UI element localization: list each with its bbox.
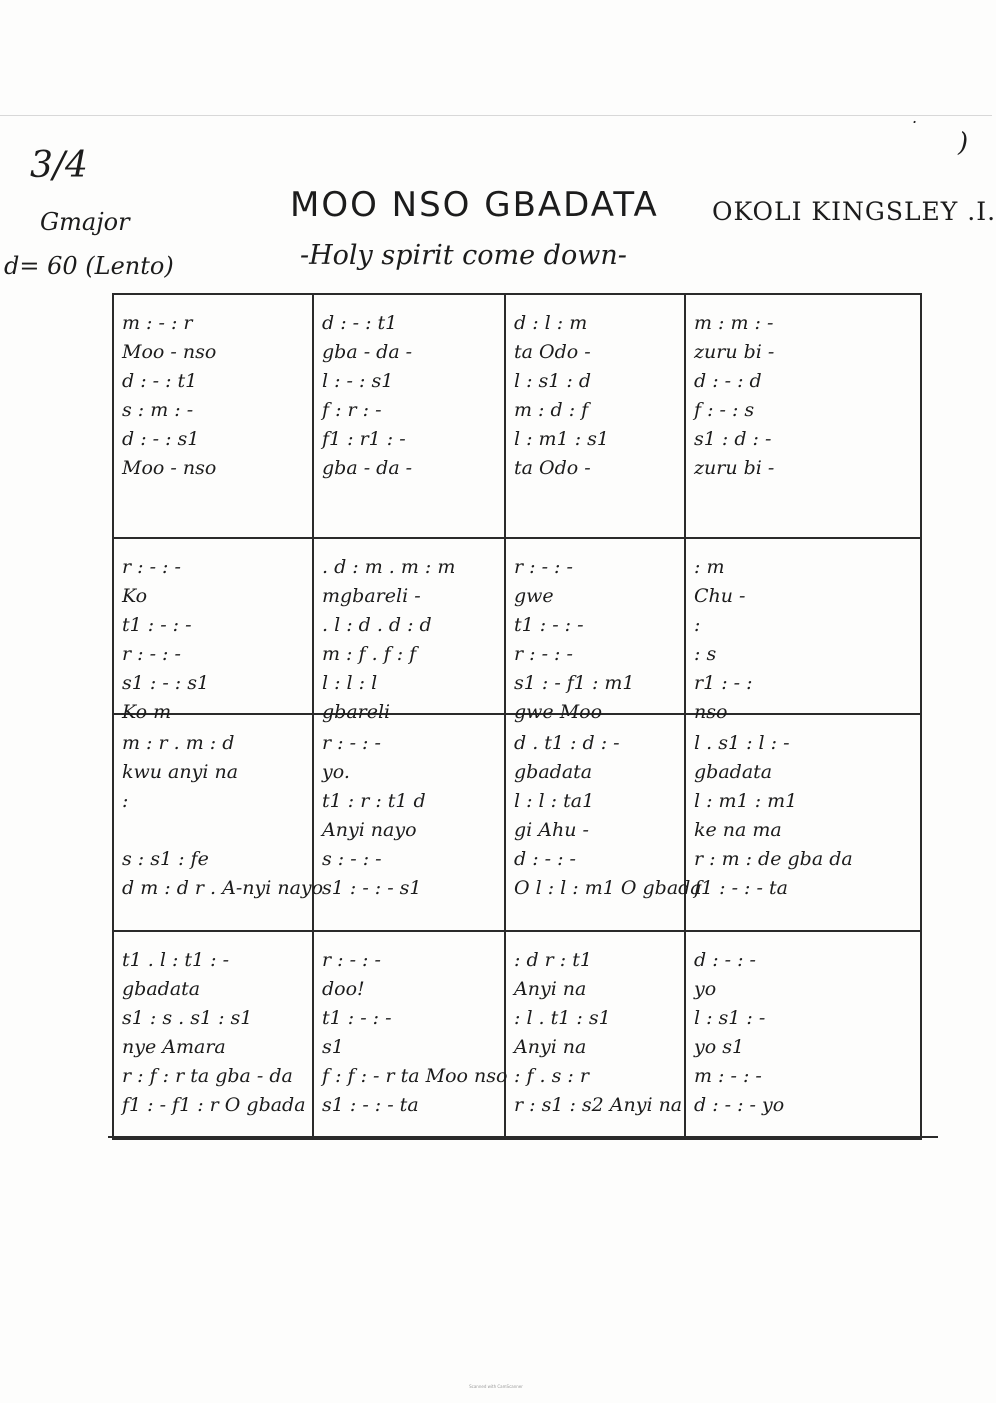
- solfa-line: d : l : m: [514, 312, 588, 334]
- solfa-line: s1 : s . s1 : s1: [122, 1007, 253, 1029]
- measure-cell: [686, 932, 920, 1138]
- solfa-score-grid: [112, 293, 922, 1140]
- solfa-line: : s: [694, 643, 717, 665]
- solfa-line: s1: [322, 1036, 344, 1058]
- lyric-line: kwu anyi na: [122, 761, 239, 783]
- solfa-line: : l . t1 : s1: [514, 1007, 611, 1029]
- solfa-line: r : m : de gba da: [694, 848, 853, 870]
- solfa-line: Anyi na: [514, 1036, 587, 1058]
- solfa-line: f : - : s: [694, 399, 755, 421]
- solfa-line: nye Amara: [122, 1036, 226, 1058]
- measure-cell: [506, 295, 686, 539]
- solfa-line: d : - : -: [514, 848, 576, 870]
- solfa-line: :: [694, 614, 701, 636]
- lyric-line: Moo - nso: [122, 341, 217, 363]
- solfa-line: s : s1 : fe: [122, 848, 209, 870]
- song-subtitle: -Holy spirit come down-: [300, 240, 627, 271]
- solfa-line: r : - : -: [322, 732, 381, 754]
- solfa-line: d : - : d: [694, 370, 762, 392]
- lyric-line: gbadata: [514, 761, 593, 783]
- solfa-line: : m: [694, 556, 725, 578]
- solfa-line: d : - : t1: [322, 312, 398, 334]
- bottom-rule: [108, 1136, 938, 1138]
- solfa-line: m : - : r: [122, 312, 193, 334]
- measure-cell: [686, 295, 920, 539]
- song-title: MOO NSO GBADATA: [290, 185, 659, 225]
- composer-name: OKOLI KINGSLEY .I.: [712, 197, 996, 226]
- lyric-line: yo: [694, 978, 717, 1000]
- solfa-line: r : - : -: [122, 556, 181, 578]
- solfa-line: s : m : -: [122, 399, 194, 421]
- lyric-line: doo!: [322, 978, 365, 1000]
- solfa-line: gba - da -: [322, 457, 413, 479]
- solfa-line: nso: [694, 701, 728, 723]
- lyric-line: mgbareli -: [322, 585, 421, 607]
- solfa-line: gi Ahu -: [514, 819, 589, 841]
- solfa-line: f1 : - f1 : r O gbada: [122, 1094, 306, 1116]
- solfa-line: r : s1 : s2 Anyi na: [514, 1094, 683, 1116]
- solfa-line: l : m1 : s1: [514, 428, 609, 450]
- solfa-line: d : - : -: [694, 949, 756, 971]
- solfa-line: d . t1 : d : -: [514, 732, 620, 754]
- solfa-line: r : - : -: [322, 949, 381, 971]
- paper-top-edge: [0, 115, 992, 116]
- solfa-line: yo s1: [694, 1036, 745, 1058]
- solfa-line: f1 : - : - ta: [694, 877, 788, 899]
- measure-cell: [314, 295, 506, 539]
- solfa-line: ta Odo -: [514, 457, 591, 479]
- solfa-line: Ko m: [122, 701, 172, 723]
- ink-mark: ): [958, 128, 969, 158]
- solfa-line: l : s1 : -: [694, 1007, 766, 1029]
- solfa-line: . d : m . m : m: [322, 556, 456, 578]
- lyric-line: zuru bi -: [694, 341, 775, 363]
- lyric-line: ta Odo -: [514, 341, 591, 363]
- lyric-line: Anyi na: [514, 978, 587, 1000]
- solfa-line: d : - : s1: [122, 428, 200, 450]
- measure-cell: [314, 932, 506, 1138]
- solfa-line: l : - : s1: [322, 370, 394, 392]
- solfa-line: r : f : r ta gba - da: [122, 1065, 293, 1087]
- solfa-line: Anyi nayo: [322, 819, 417, 841]
- lyric-line: gwe: [514, 585, 554, 607]
- solfa-line: r : - : -: [514, 643, 573, 665]
- solfa-line: t1 : - : -: [122, 614, 192, 636]
- lyric-line: gbadata: [694, 761, 773, 783]
- solfa-line: l : m1 : m1: [694, 790, 798, 812]
- solfa-line: . l : d . d : d: [322, 614, 432, 636]
- solfa-line: m : r . m : d: [122, 732, 235, 754]
- solfa-line: d m : d r . A-nyi nayo: [122, 877, 324, 899]
- solfa-line: r : - : -: [514, 556, 573, 578]
- measure-cell: [686, 715, 920, 932]
- solfa-line: t1 : - : -: [514, 614, 584, 636]
- measure-cell: [114, 295, 314, 539]
- solfa-line: l . s1 : l : -: [694, 732, 790, 754]
- solfa-line: t1 . l : t1 : -: [122, 949, 230, 971]
- solfa-line: zuru bi -: [694, 457, 775, 479]
- solfa-line: gwe Moo: [514, 701, 603, 723]
- solfa-line: l : l : ta1: [514, 790, 595, 812]
- solfa-line: f : r : -: [322, 399, 382, 421]
- lyric-line: yo.: [322, 761, 350, 783]
- solfa-line: r1 : - :: [694, 672, 753, 694]
- solfa-line: m : m : -: [694, 312, 774, 334]
- solfa-line: s1 : - : s1: [122, 672, 210, 694]
- solfa-line: O l : l : m1 O gbada: [514, 877, 702, 899]
- solfa-line: m : - : -: [694, 1065, 762, 1087]
- solfa-line: s1 : - : - s1: [322, 877, 422, 899]
- solfa-line: s1 : - f1 : m1: [514, 672, 635, 694]
- lyric-line: Ko: [122, 585, 148, 607]
- measure-cell: [506, 932, 686, 1138]
- solfa-line: m : d : f: [514, 399, 589, 421]
- solfa-line: Moo - nso: [122, 457, 217, 479]
- measure-cell: [314, 715, 506, 932]
- solfa-line: l : s1 : d: [514, 370, 592, 392]
- solfa-line: : f . s : r: [514, 1065, 589, 1087]
- solfa-line: f : f : - r ta Moo nso: [322, 1065, 508, 1087]
- solfa-line: r : - : -: [122, 643, 181, 665]
- solfa-line: s1 : d : -: [694, 428, 772, 450]
- solfa-line: f1 : r1 : -: [322, 428, 406, 450]
- solfa-line: t1 : - : -: [322, 1007, 392, 1029]
- solfa-line: d : - : t1: [122, 370, 198, 392]
- measure-cell: [114, 932, 314, 1138]
- measure-cell: [314, 539, 506, 723]
- solfa-line: d : - : - yo: [694, 1094, 785, 1116]
- measure-cell: [686, 539, 920, 723]
- solfa-line: [122, 816, 306, 845]
- measure-cell: [114, 539, 314, 723]
- time-signature: 3/4: [30, 145, 88, 186]
- lyric-line: gba - da -: [322, 341, 413, 363]
- solfa-line: :: [122, 790, 129, 812]
- ink-dot: .: [912, 108, 918, 127]
- lyric-line: gbadata: [122, 978, 201, 1000]
- measure-cell: [506, 539, 686, 723]
- lyric-line: Chu -: [694, 585, 746, 607]
- solfa-line: s1 : - : - ta: [322, 1094, 419, 1116]
- solfa-line: l : l : l: [322, 672, 378, 694]
- solfa-line: : d r : t1: [514, 949, 592, 971]
- solfa-line: ke na ma: [694, 819, 782, 841]
- tempo-marking: d= 60 (Lento): [4, 252, 174, 280]
- key-signature: Gmajor: [40, 208, 130, 236]
- solfa-line: s : - : -: [322, 848, 382, 870]
- solfa-line: m : f . f : f: [322, 643, 417, 665]
- measure-cell: [114, 715, 324, 932]
- scanner-watermark: Scanned with CamScanner: [469, 1384, 523, 1389]
- solfa-line: gbareli: [322, 701, 391, 723]
- solfa-line: t1 : r : t1 d: [322, 790, 426, 812]
- measure-cell: [506, 715, 702, 932]
